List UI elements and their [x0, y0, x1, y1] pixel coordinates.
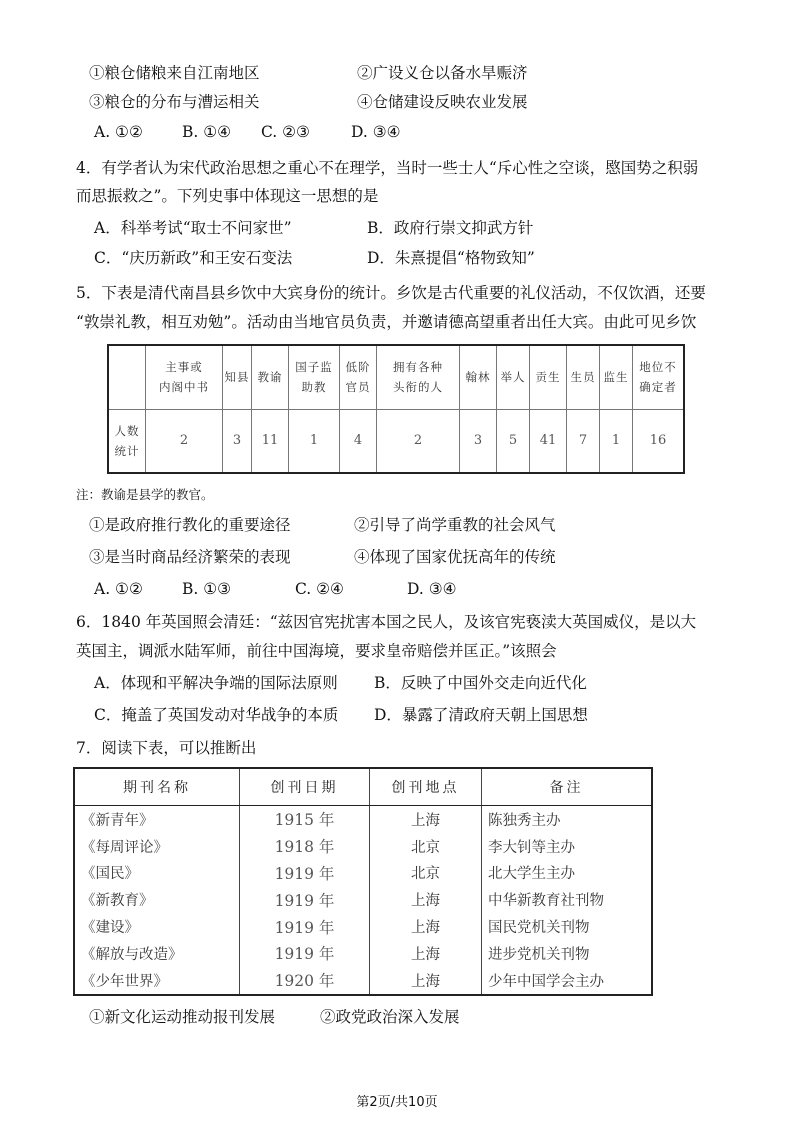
- q7-cell-date: 1915 年: [240, 806, 370, 833]
- q3-statement-3: ③粮仓的分布与漕运相关: [89, 93, 260, 111]
- q5-cell: 4: [340, 409, 377, 473]
- q5-row-label: 人数 统计: [108, 409, 146, 473]
- q4-option-a: A．科举考试“取士不问家世”: [94, 219, 292, 237]
- q7-cell-date: 1919 年: [240, 860, 370, 887]
- q7-cell-date: 1919 年: [240, 886, 370, 913]
- q5-option-a: A. ①②: [94, 580, 143, 598]
- q7-col-header: 期刊名称: [74, 768, 240, 806]
- q5-table-data-row: [108, 409, 684, 473]
- q6-option-c: C．掩盖了英国发动对华战争的本质: [94, 706, 339, 724]
- q5-cell: 5: [497, 409, 530, 473]
- q4-option-c: C．“庆历新政”和王安石变法: [94, 249, 293, 267]
- table-row: [74, 860, 652, 887]
- q5-table-header-row: [108, 345, 684, 409]
- q5-statement-2: ②引导了尚学重教的社会风气: [354, 516, 556, 534]
- q5-option-b: B. ①③: [182, 580, 232, 598]
- q5-statement-1: ①是政府推行教化的重要途径: [89, 516, 291, 534]
- q5-col-header: 教谕: [252, 345, 289, 409]
- q5-option-d: D. ③④: [407, 580, 457, 598]
- q5-col-header: 翰林: [460, 345, 497, 409]
- q7-col-header: 备注: [482, 768, 653, 806]
- q5-cell: 7: [567, 409, 600, 473]
- q5-option-c: C. ②④: [295, 580, 344, 598]
- q7-cell-place: 上海: [370, 806, 482, 833]
- q7-cell-place: 北京: [370, 833, 482, 860]
- q5-cell: 16: [633, 409, 685, 473]
- q7-cell-title: 《新青年》: [74, 806, 240, 833]
- table-row: [74, 913, 652, 940]
- q7-cell-place: 上海: [370, 967, 482, 995]
- q5-cell: 41: [530, 409, 567, 473]
- q5-stem-line-1: 5．下表是清代南昌县乡饮中大宾身份的统计。乡饮是古代重要的礼仪活动，不仅饮酒，还要: [76, 284, 706, 302]
- q7-cell-title: 《国民》: [74, 860, 240, 887]
- q3-option-d: D. ③④: [351, 123, 401, 141]
- q7-col-header: 创刊日期: [240, 768, 370, 806]
- q5-cell: 11: [252, 409, 289, 473]
- q4-option-b: B．政府行崇文抑武方针: [367, 219, 534, 237]
- q5-col-header: 主事或 内阁中书: [146, 345, 223, 409]
- q5-col-header: 地位不 确定者: [633, 345, 685, 409]
- q5-cell: 2: [377, 409, 460, 473]
- q7-statement-1: ①新文化运动推动报刊发展: [89, 1008, 276, 1026]
- q3-statement-1: ①粮仓储粮来自江南地区: [89, 64, 260, 82]
- q5-cell: 1: [600, 409, 633, 473]
- q3-option-a: A. ①②: [94, 123, 143, 141]
- q5-statement-3: ③是当时商品经济繁荣的表现: [89, 548, 291, 566]
- q7-cell-place: 上海: [370, 886, 482, 913]
- table-row: [74, 940, 652, 967]
- q5-col-header: 监生: [600, 345, 633, 409]
- q7-cell-title: 《少年世界》: [74, 967, 240, 995]
- q4-option-d: D．朱熹提倡“格物致知”: [367, 249, 535, 267]
- q6-stem-line-2: 英国主，调派水陆军师，前往中国海境，要求皇帝赔偿并匡正。”该照会: [76, 642, 557, 660]
- q5-cell: 2: [146, 409, 223, 473]
- q5-identity-table: [107, 344, 685, 474]
- q5-stem-line-2: “敦崇礼教，相互劝勉”。活动由当地官员负责，并邀请德高望重者出任大宾。由此可见乡饮: [76, 313, 697, 331]
- q7-cell-place: 上海: [370, 913, 482, 940]
- q7-cell-note: 国民党机关刊物: [482, 913, 653, 940]
- q5-table-note: 注：教谕是县学的教官。: [76, 487, 214, 502]
- q7-cell-title: 《新教育》: [74, 886, 240, 913]
- q7-cell-note: 中华新教育社刊物: [482, 886, 653, 913]
- q7-cell-title: 《建设》: [74, 913, 240, 940]
- q5-col-header: 知县: [223, 345, 252, 409]
- q5-col-header: 举人: [497, 345, 530, 409]
- q4-stem-line-1: 4．有学者认为宋代政治思想之重心不在理学，当时一些士人“斥心性之空谈，愍国势之积弱: [76, 159, 699, 177]
- q3-option-b: B. ①④: [182, 123, 232, 141]
- q7-cell-title: 《解放与改造》: [74, 940, 240, 967]
- q7-col-header: 创刊地点: [370, 768, 482, 806]
- q5-col-header: 生员: [567, 345, 600, 409]
- q7-cell-date: 1918 年: [240, 833, 370, 860]
- q6-option-a: A．体现和平解决争端的国际法原则: [94, 674, 338, 692]
- q5-cell: 3: [460, 409, 497, 473]
- q5-statement-4: ④体现了国家优抚高年的传统: [354, 548, 556, 566]
- q5-table-corner: [108, 345, 146, 409]
- table-row: [74, 886, 652, 913]
- q7-table-header-row: [74, 768, 652, 806]
- q7-cell-place: 上海: [370, 940, 482, 967]
- q5-cell: 1: [289, 409, 340, 473]
- q6-option-d: D．暴露了清政府天朝上国思想: [374, 706, 588, 724]
- q5-col-header: 贡生: [530, 345, 567, 409]
- q7-cell-note: 李大钊等主办: [482, 833, 653, 860]
- q3-option-c: C. ②③: [261, 123, 310, 141]
- q4-stem-line-2: 而思振救之”。下列史事中体现这一思想的是: [76, 187, 379, 205]
- q7-cell-title: 《每周评论》: [74, 833, 240, 860]
- q7-cell-note: 少年中国学会主办: [482, 967, 653, 995]
- q7-cell-note: 陈独秀主办: [482, 806, 653, 833]
- table-row: [74, 967, 652, 995]
- q7-cell-note: 北大学生主办: [482, 860, 653, 887]
- q6-stem-line-1: 6．1840 年英国照会清廷：“兹因官宪扰害本国之民人，及该官宪亵渎大英国威仪，是以大: [76, 613, 697, 631]
- q5-col-header: 低阶 官员: [340, 345, 377, 409]
- q7-cell-date: 1920 年: [240, 967, 370, 995]
- q3-statement-2: ②广设义仓以备水旱赈济: [357, 64, 528, 82]
- q7-statement-2: ②政党政治深入发展: [320, 1008, 460, 1026]
- q7-cell-place: 北京: [370, 860, 482, 887]
- table-row: [74, 833, 652, 860]
- q7-cell-date: 1919 年: [240, 940, 370, 967]
- page-number-footer: 第2页/共10页: [356, 1095, 438, 1110]
- q7-cell-date: 1919 年: [240, 913, 370, 940]
- q7-stem: 7．阅读下表，可以推断出: [76, 739, 257, 757]
- q5-col-header: 拥有各种 头衔的人: [377, 345, 460, 409]
- q5-col-header: 国子监 助教: [289, 345, 340, 409]
- q6-option-b: B．反映了中国外交走向近代化: [374, 674, 587, 692]
- q7-periodicals-table: [73, 767, 653, 996]
- q7-cell-note: 进步党机关刊物: [482, 940, 653, 967]
- table-row: [74, 806, 652, 833]
- q3-statement-4: ④仓储建设反映农业发展: [357, 93, 528, 111]
- q5-cell: 3: [223, 409, 252, 473]
